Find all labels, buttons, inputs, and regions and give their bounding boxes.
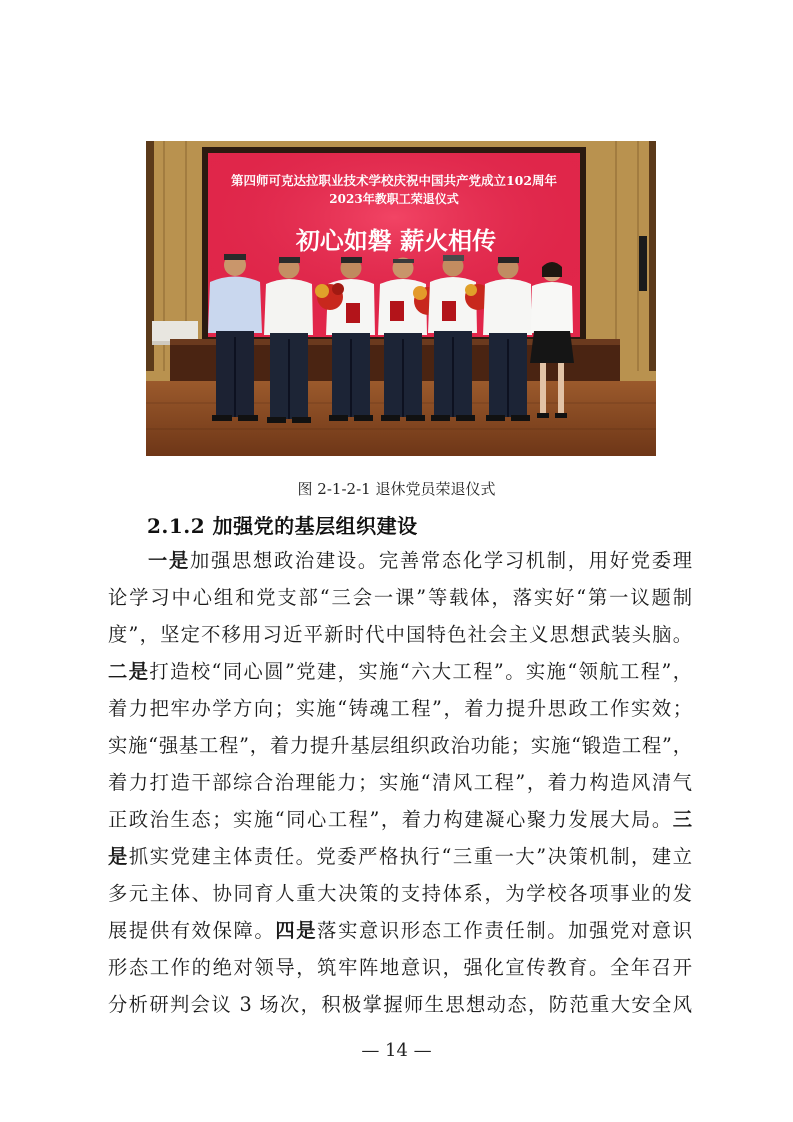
banner-slogan: 初心如磐 薪火相传: [295, 226, 497, 255]
line-text: 加强思想政治建设。完善常态化学习机制，用好党委理: [189, 549, 692, 572]
banner-title-line1: 第四师可克达拉职业技术学校庆祝中国共产党成立102周年: [230, 173, 558, 188]
line-text: 展提供有效保障。: [108, 919, 276, 942]
ceremony-photo-illustration: [146, 141, 656, 456]
text-line: [108, 912, 692, 949]
text-line: [108, 801, 692, 838]
emphasis-text: 一是: [148, 549, 190, 572]
text-line: 度”，坚定不移用习近平新时代中国特色社会主义思想武装头脑。: [108, 623, 692, 646]
banner-title-line2: 2023年教职工荣退仪式: [329, 192, 459, 206]
text-line: [108, 653, 692, 690]
emphasis-text: 三: [672, 808, 692, 831]
emphasis-text: 二是: [108, 660, 150, 683]
text-line: 形态工作的绝对领导，筑牢阵地意识，强化宣传教育。全年召开: [108, 956, 692, 979]
text-line: [108, 838, 692, 875]
text-line: 分析研判会议 3 场次，积极掌握师生思想动态，防范重大安全风: [108, 993, 692, 1016]
section-heading: 2.1.2 加强党的基层组织建设: [147, 514, 418, 538]
figure-caption: 图 2-1-2-1 退休党员荣退仪式: [297, 480, 496, 498]
line-text: 正政治生态；实施“同心工程”，着力构建凝心聚力发展大局。: [108, 808, 673, 831]
text-line: 实施“强基工程”，着力提升基层组织政治功能；实施“锻造工程”，: [108, 734, 692, 757]
page-number: — 14 —: [361, 1040, 432, 1061]
ceremony-photo: [146, 141, 656, 456]
text-line: [108, 542, 692, 579]
body-paragraph: [108, 542, 692, 1023]
emphasis-text: 是: [108, 845, 129, 868]
emphasis-text: 四是: [275, 919, 318, 942]
text-line: 着力把牢办学方向；实施“铸魂工程”，着力提升思政工作实效；: [108, 697, 692, 720]
text-line: 多元主体、协同育人重大决策的支持体系，为学校各项事业的发: [108, 882, 692, 905]
line-text: 抓实党建主体责任。党委严格执行“三重一大”决策机制，建立: [128, 845, 692, 868]
text-line: 着力打造干部综合治理能力；实施“清风工程”，着力构造风清气: [108, 771, 692, 794]
line-text: 落实意识形态工作责任制。加强党对意识: [317, 919, 692, 942]
text-line: 论学习中心组和党支部“三会一课”等载体，落实好“第一议题制: [108, 586, 692, 609]
line-text: 打造校“同心圆”党建，实施“六大工程”。实施“领航工程”，: [149, 660, 692, 683]
